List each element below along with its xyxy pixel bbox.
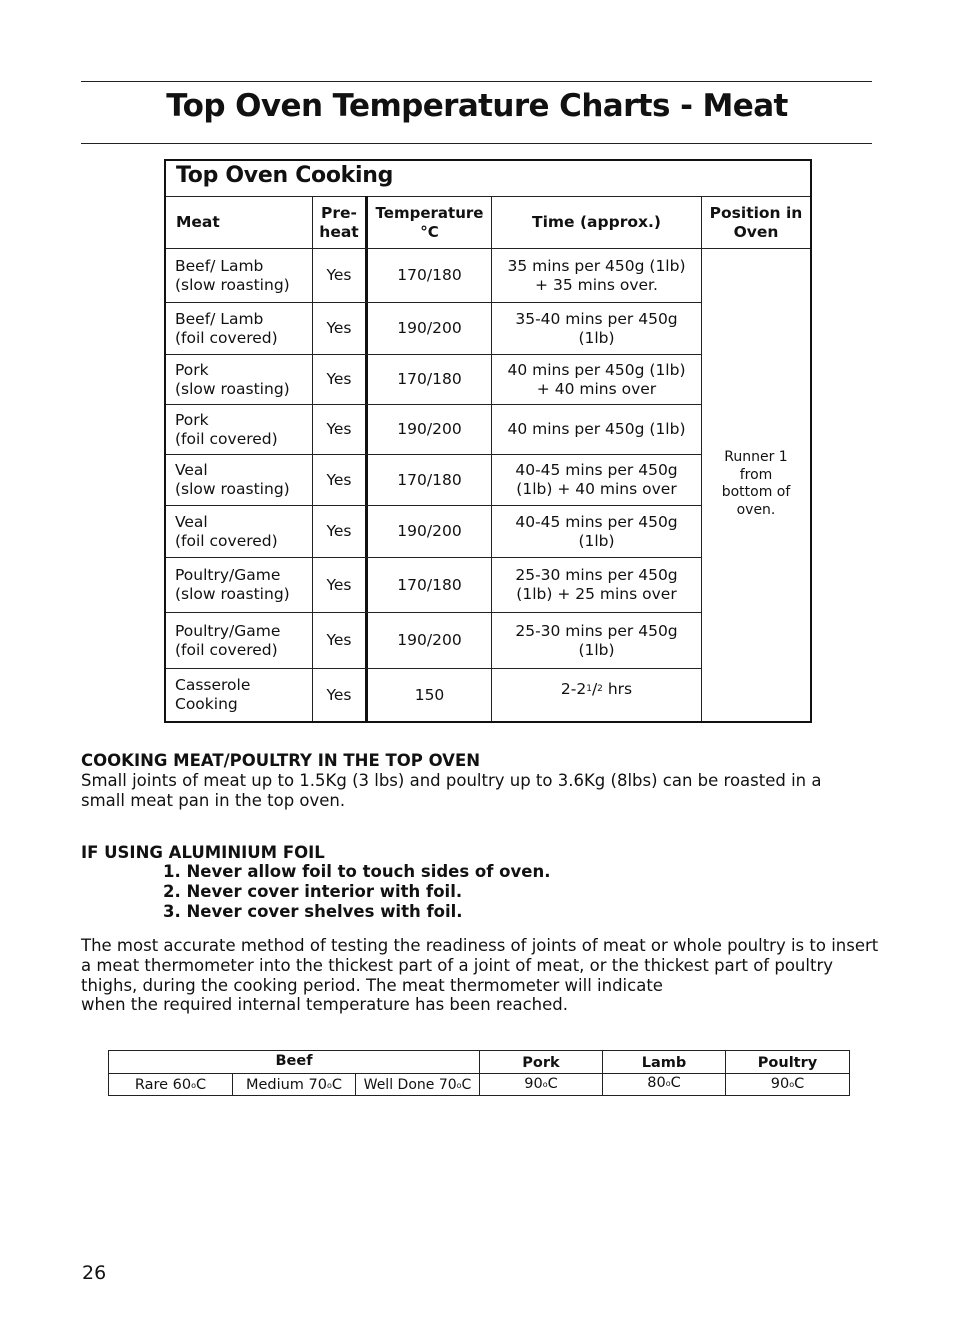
row-time: 40 mins per 450g (1lb) — [507, 420, 686, 438]
temp-header-poultry: Poultry — [757, 1055, 818, 1071]
foil-heading: IF USING ALUMINIUM FOIL — [81, 843, 325, 862]
row-temperature: 170/180 — [397, 470, 462, 489]
row-time: 40-45 mins per 450g (1lb) — [515, 512, 678, 550]
temp-beef-well-done: Well Done 70 o C — [363, 1077, 472, 1093]
row-temperature: 170/180 — [397, 575, 462, 594]
thermometer-line-1: The most accurate method of testing the readiness of joints of meat or whole poultry is to insert — [81, 936, 879, 955]
top-rule — [81, 81, 872, 82]
foil-rule-1: 1. Never allow foil to touch sides of oven. — [163, 862, 551, 881]
cooking-body: Small joints of meat up to 1.5Kg (3 lbs) and poultry up to 3.6Kg (8lbs) can be roasted in a small meat pan in the top oven. — [81, 771, 822, 810]
row-meat: Casserole Cooking — [175, 676, 251, 713]
casserole-time-slash: / — [591, 679, 598, 698]
page-number: 26 — [82, 1262, 107, 1284]
internal-temperature-table — [108, 1050, 850, 1096]
thermometer-line-4: when the required internal temperature has been reached. — [81, 995, 568, 1014]
casserole-time-sup: 1 — [586, 683, 592, 694]
row-temperature: 170/180 — [397, 266, 462, 284]
row-time: 35-40 mins per 450g (1lb) — [515, 309, 678, 347]
row-time: 40-45 mins per 450g (1lb) + 40 mins over — [515, 461, 678, 498]
temp-beef-rare: Rare 60 o C — [134, 1077, 207, 1093]
page-title: Top Oven Temperature Charts - Meat — [166, 88, 788, 124]
foil-rule-2: 2. Never cover interior with foil. — [163, 882, 463, 901]
position-note: Runner 1 from bottom of oven. — [721, 449, 791, 518]
header-position: Position in Oven — [709, 203, 803, 241]
row-time: 35 mins per 450g (1lb) + 35 mins over. — [507, 256, 686, 294]
row-preheat: Yes — [326, 266, 352, 284]
row-preheat: Yes — [326, 575, 352, 594]
row-meat: Beef/ Lamb (slow roasting) — [175, 256, 290, 294]
row-time: 25-30 mins per 450g (1lb) + 25 mins over — [515, 566, 678, 603]
row-time: 25-30 mins per 450g (1lb) — [515, 621, 678, 659]
row-temperature: 190/200 — [397, 420, 462, 438]
casserole-time-main: 2-2 — [560, 679, 587, 698]
casserole-time-sub: 2 — [597, 683, 603, 694]
row-meat: Pork (foil covered) — [175, 410, 278, 448]
row-meat: Beef/ Lamb (foil covered) — [175, 309, 278, 347]
header-temperature: Temperature °C — [375, 203, 484, 241]
header-time: Time (approx.) — [532, 213, 661, 231]
row-meat: Poultry/Game (slow roasting) — [175, 566, 290, 603]
row-temperature: 190/200 — [397, 319, 462, 337]
temp-header-lamb: Lamb — [641, 1055, 687, 1071]
header-preheat: Pre- heat — [319, 203, 359, 241]
row-preheat: Yes — [326, 319, 352, 337]
row-meat: Veal (foil covered) — [175, 512, 278, 550]
row-preheat: Yes — [326, 631, 352, 649]
row-preheat: Yes — [326, 420, 352, 438]
temp-header-beef: Beef — [275, 1053, 313, 1069]
row-time — [492, 669, 701, 709]
temp-poultry: 90 o C — [770, 1076, 805, 1092]
row-meat: Pork (slow roasting) — [175, 360, 290, 398]
row-preheat: Yes — [326, 370, 352, 388]
row-time: 40 mins per 450g (1lb) + 40 mins over — [507, 360, 686, 398]
foil-rule-3: 3. Never cover shelves with foil. — [163, 902, 463, 921]
temp-header-pork: Pork — [522, 1055, 560, 1071]
row-temperature: 190/200 — [397, 631, 462, 649]
row-meat: Veal (slow roasting) — [175, 461, 290, 498]
temp-beef-medium: Medium 70 o C — [245, 1077, 343, 1093]
row-meat: Poultry/Game (foil covered) — [175, 621, 281, 659]
title-bottom-rule — [81, 143, 872, 144]
thermometer-line-2: a meat thermometer into the thickest part of a joint of meat, or the thickest part of poultry — [81, 956, 833, 975]
header-meat: Meat — [176, 213, 220, 231]
row-temperature: 170/180 — [397, 370, 462, 388]
row-preheat: Yes — [326, 470, 352, 489]
casserole-time-unit: hrs — [602, 679, 633, 698]
row-temperature: 150 — [414, 685, 445, 704]
chart-title: Top Oven Cooking — [176, 163, 394, 188]
row-preheat: Yes — [326, 522, 352, 540]
thermometer-line-3: thighs, during the cooking period. The meat thermometer will indicate — [81, 976, 663, 995]
row-temperature: 190/200 — [397, 522, 462, 540]
row-preheat: Yes — [326, 685, 352, 704]
cooking-heading: COOKING MEAT/POULTRY IN THE TOP OVEN — [81, 751, 481, 770]
temp-pork: 90 o C — [524, 1076, 558, 1092]
top-oven-cooking-chart — [164, 159, 812, 723]
temp-lamb: 80 o C — [647, 1075, 681, 1091]
